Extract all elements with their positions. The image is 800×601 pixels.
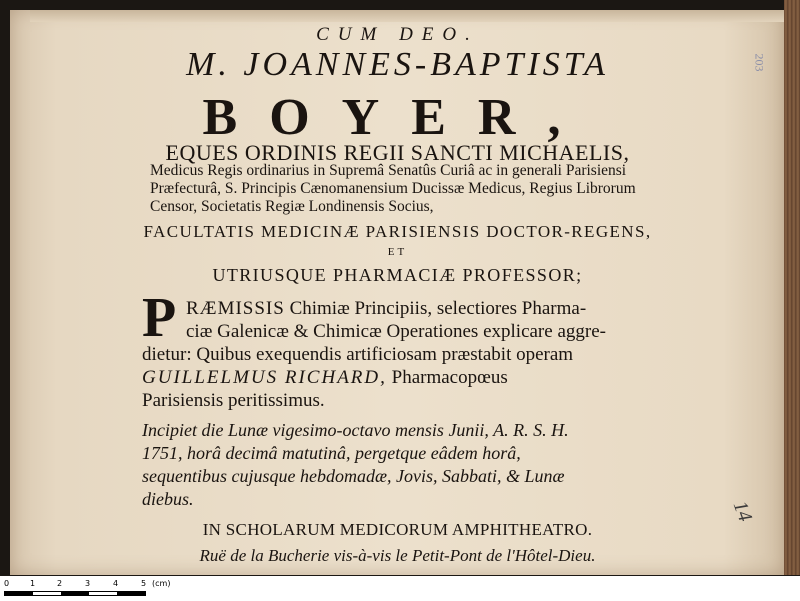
- ruler-label-1: 1: [30, 579, 36, 588]
- handwritten-annotation: 14: [728, 498, 757, 525]
- ruler-scale-bar: [4, 591, 146, 596]
- author-surname: BOYER,: [202, 89, 593, 146]
- body-line-3: dietur: Quibus exequendis artificiosam præstabit operam: [142, 344, 574, 365]
- author-name: M. JOANNES-BAPTISTA: [186, 46, 609, 83]
- location-line-2: Ruë de la Bucherie vis-à-vis le Petit-Pont de l'Hôtel-Dieu.: [199, 546, 596, 565]
- schedule-line-4: diebus.: [142, 489, 194, 509]
- location-line-1: IN SCHOLARUM MEDICORUM AMPHITHEATRO.: [202, 520, 593, 539]
- ruler-label-3: 3: [85, 579, 91, 588]
- scale-ruler: [0, 576, 800, 601]
- ruler-label-5: 5: [141, 579, 147, 588]
- page-top-edge: [30, 10, 800, 22]
- ruler-labels: [0, 579, 200, 591]
- document-page: [10, 10, 785, 575]
- body-line-5: Parisiensis peritissimus.: [142, 390, 325, 411]
- credentials-line-2: Præfecturâ, S. Principis Cænomanensium Ducissæ Medicus, Regius Librorum: [150, 180, 636, 197]
- ruler-label-unit: (cm): [152, 579, 171, 588]
- page-number-annotation: 203: [752, 53, 767, 72]
- ruler-label-0: 0: [4, 579, 10, 588]
- body-line-4-rest: Pharmacopœus: [386, 367, 508, 388]
- body-line-4: [142, 367, 508, 389]
- drop-cap-letter: P: [142, 287, 177, 349]
- faculty-line: FACULTATIS MEDICINÆ PARISIENSIS DOCTOR-REGENS,: [143, 222, 652, 241]
- et-conjunction: ET: [387, 246, 408, 258]
- schedule-line-3: sequentibus cujusque hebdomadæ, Jovis, Sabbati, & Lunæ: [142, 466, 565, 486]
- ruler-label-4: 4: [113, 579, 119, 588]
- book-page-stack: [784, 0, 800, 575]
- author-title: EQUES ORDINIS REGII SANCTI MICHAELIS,: [165, 140, 630, 165]
- schedule-line-1: Incipiet die Lunæ vigesimo-octavo mensis Junii, A. R. S. H.: [142, 420, 569, 440]
- cum-deo-heading: CUM DEO.: [316, 24, 479, 45]
- body-line-1: [186, 298, 586, 320]
- credentials-line-3: Censor, Societatis Regiæ Londinensis Socius,: [150, 198, 434, 215]
- body-line-1-caps: RÆMISSIS: [186, 298, 285, 319]
- professor-line: UTRIUSQUE PHARMACIÆ PROFESSOR;: [212, 265, 583, 285]
- ruler-label-2: 2: [57, 579, 63, 588]
- credentials-line-1: Medicus Regis ordinarius in Supremâ Senatûs Curiâ ac in generali Parisiensi: [150, 162, 627, 179]
- schedule-line-2: 1751, horâ decimâ matutinâ, pergetque eâdem horâ,: [142, 443, 521, 463]
- body-line-1-rest: Chimiæ Principiis, selectiores Pharma-: [284, 298, 587, 319]
- body-line-4-italic: GUILLELMUS RICHARD,: [142, 367, 387, 388]
- body-line-2: ciæ Galenicæ & Chimicæ Operationes explicare aggre-: [186, 321, 606, 342]
